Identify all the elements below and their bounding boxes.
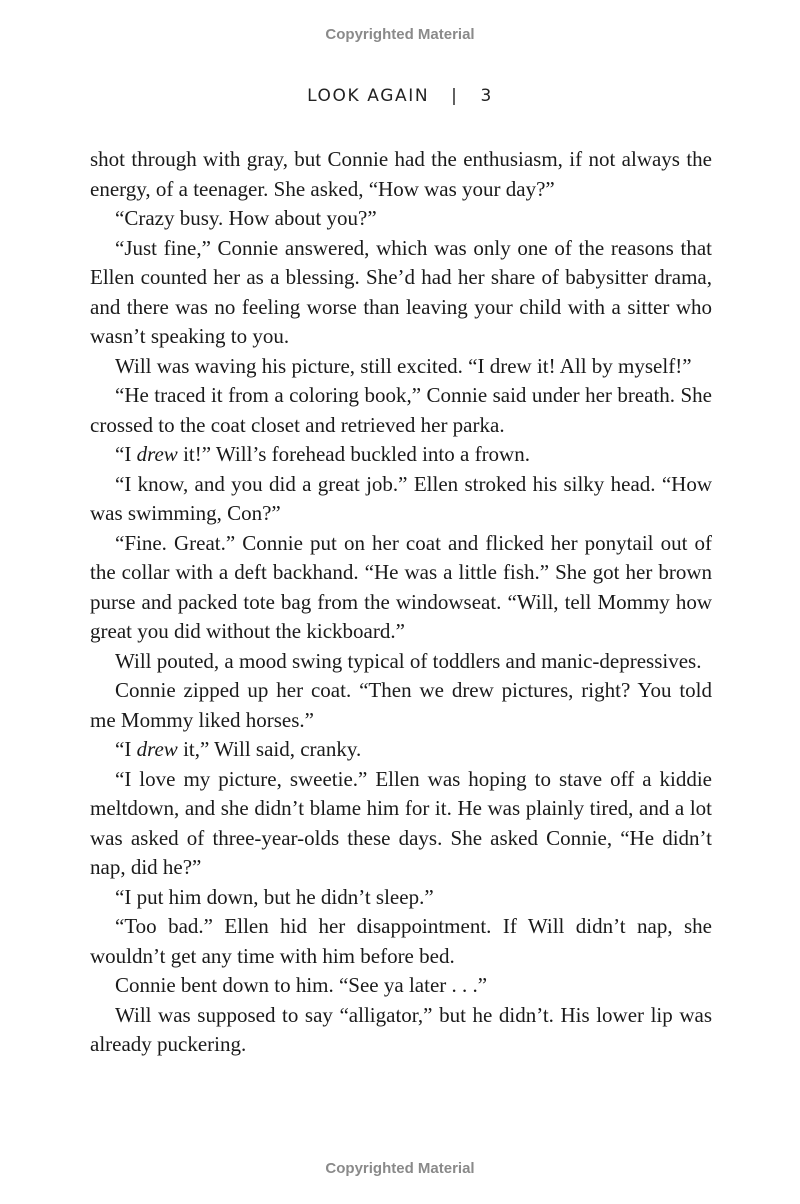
paragraph: Connie bent down to him. “See ya later . . .” (115, 973, 488, 997)
header-separator: | (451, 86, 459, 106)
paragraph (90, 440, 712, 470)
paragraph: “I know, and you did a great job.” Ellen stroked his silky head. “How was swimming, Con?” (90, 471, 712, 525)
emphasis-text: drew (136, 737, 178, 761)
page-number: 3 (480, 86, 493, 106)
paragraph (90, 735, 712, 765)
paragraph-text: “I (115, 442, 137, 466)
paragraph: “I put him down, but he didn’t sleep.” (115, 884, 434, 909)
paragraph: Will pouted, a mood swing typical of toddlers and manic-depressives. (115, 648, 702, 673)
running-head (0, 86, 800, 106)
paragraph: “He traced it from a coloring book,” Connie said under her breath. She crossed to the coat closet and retrieved her parka. (90, 383, 712, 437)
paragraph: Will was waving his picture, still excited. “I drew it! All by myself!” (115, 353, 692, 378)
paragraph: Connie zipped up her coat. “Then we drew pictures, right? You told me Mommy liked horses.” (90, 678, 712, 732)
body-text (90, 145, 712, 1060)
paragraph: “Too bad.” Ellen hid her disappointment. If Will didn’t nap, she wouldn’t get any time with him before bed. (90, 914, 712, 968)
paragraph: “Just fine,” Connie answered, which was only one of the reasons that Ellen counted her as a blessing. She’d had her share of babysitter drama, and there was no feeling worse than leaving your child with a sitter who wasn’t speaking to you. (90, 235, 712, 348)
paragraph: Will was supposed to say “alligator,” but he didn’t. His lower lip was already puckering. (90, 1002, 712, 1056)
paragraph: “Crazy busy. How about you?” (115, 206, 377, 230)
paragraph: shot through with gray, but Connie had the enthusiasm, if not always the energy, of a teenager. She asked, “How was your day?” (90, 147, 712, 201)
paragraph-text: it!” Will’s forehead buckled into a frown. (177, 442, 530, 466)
paragraph: “Fine. Great.” Connie put on her coat and flicked her ponytail out of the collar with a deft backhand. “He was a little fish.” She got her brown purse and packed tote bag from the windowseat. “Will, tell Mommy how great you did without the kickboard.” (90, 530, 712, 643)
paragraph-text: “I (115, 737, 137, 761)
emphasis-text: drew (136, 442, 178, 466)
paragraph: “I love my picture, sweetie.” Ellen was hoping to stave off a kiddie meltdown, and she didn’t blame him for it. He was plainly tired, and a lot was asked of three-year-olds these days. She asked Connie, “He didn’t nap, did he?” (90, 766, 712, 879)
paragraph-text: it,” Will said, cranky. (177, 737, 362, 761)
copyright-watermark-top: Copyrighted Material (325, 26, 475, 43)
book-title: LOOK AGAIN (307, 86, 430, 106)
copyright-watermark-bottom: Copyrighted Material (325, 1160, 475, 1177)
